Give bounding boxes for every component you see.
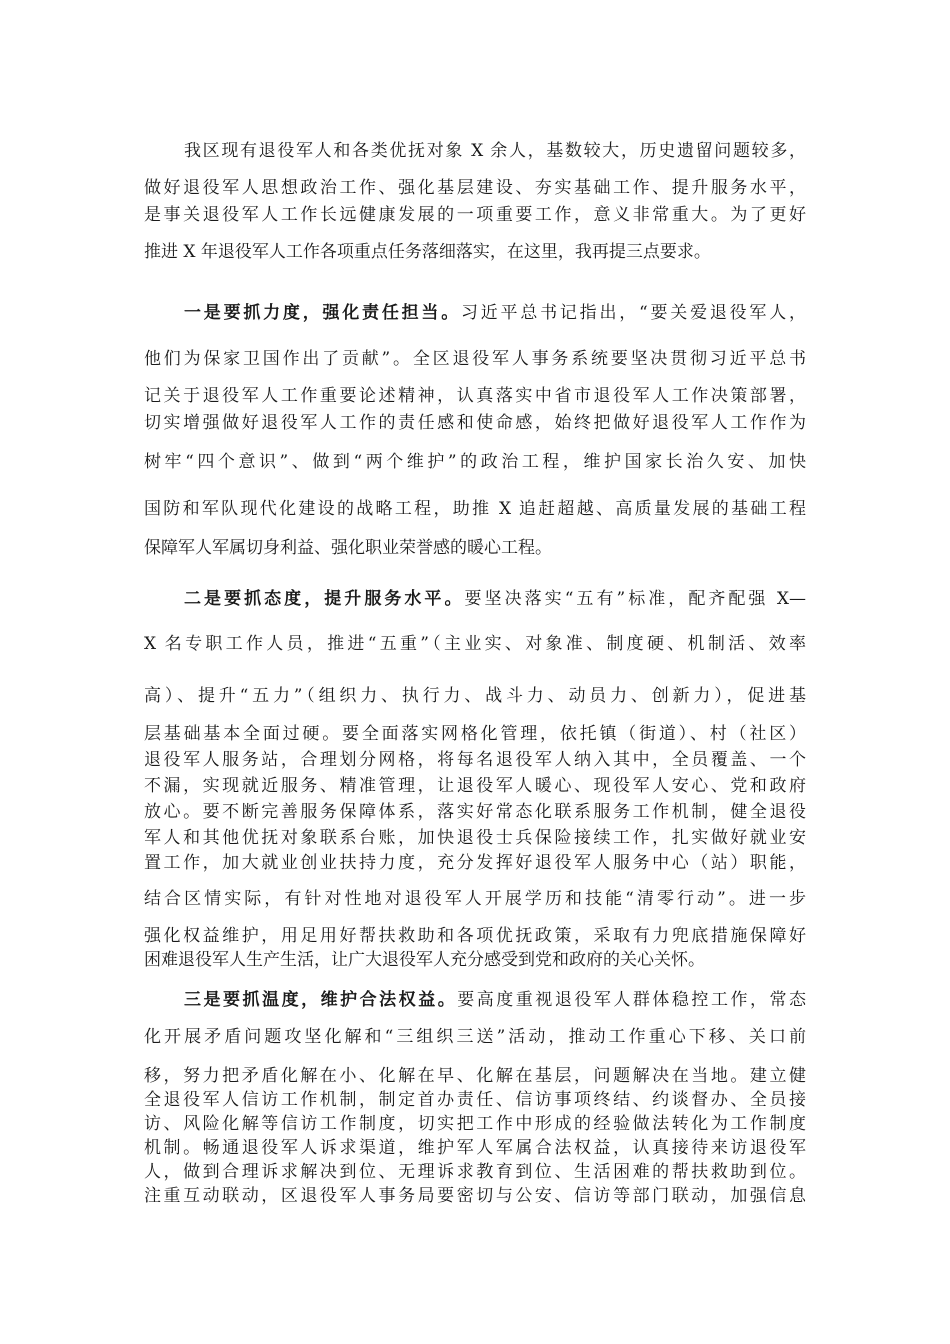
p1-heading: 一是要抓力度，强化责任担当。 xyxy=(184,303,461,323)
p2-line-4: 层基础基本全面过硬。要全面落实网格化管理，依托镇（街道）、村（社区） xyxy=(144,724,806,744)
p3-line-2: 化开展矛盾问题攻坚化解和“三组织三送”活动，推动工作重心下移、关口前 xyxy=(144,1027,806,1047)
intro-line-2: 做好退役军人思想政治工作、强化基层建设、夯实基础工作、提升服务水平， xyxy=(144,178,806,198)
p3-first-rest: 要高度重视退役军人群体稳控工作，常态 xyxy=(457,990,806,1010)
p1-line-4: 切实增强做好退役军人工作的责任感和使命感，始终把做好退役军人工作作为 xyxy=(144,413,806,433)
p2-line-5: 退役军人服务站，合理划分网格，将每名退役军人纳入其中，全员覆盖、一个 xyxy=(144,750,806,770)
p2-line-6: 不漏，实现就近服务、精准管理，让退役军人暖心、现役军人安心、党和政府 xyxy=(144,776,806,796)
p1-line-2: 他们为保家卫国作出了贡献”。全区退役军人事务系统要坚决贯彻习近平总书 xyxy=(144,349,806,369)
p1-line-5: 树牢“四个意识”、做到“两个维护”的政治工程，维护国家长治久安、加快 xyxy=(144,452,806,472)
p2-line-8: 军人和其他优抚对象联系台账，加快退役士兵保险接续工作，扎实做好就业安 xyxy=(144,828,806,848)
p3-line-5: 访、风险化解等信访工作制度，切实把工作中形成的经验做法转化为工作制度 xyxy=(144,1114,806,1134)
p3-line-3: 移，努力把矛盾化解在小、化解在早、化解在基层，问题解决在当地。建立健 xyxy=(144,1066,806,1086)
p3-first-line xyxy=(184,988,806,1012)
intro-line-1: 我区现有退役军人和各类优抚对象 X 余人，基数较大，历史遗留问题较多， xyxy=(184,141,806,161)
intro-line-4: 推进 X 年退役军人工作各项重点任务落细落实，在这里，我再提三点要求。 xyxy=(144,242,711,262)
p2-heading: 二是要抓态度，提升服务水平。 xyxy=(184,589,465,609)
p2-line-12: 困难退役军人生产生活，让广大退役军人充分感受到党和政府的关心关怀。 xyxy=(144,950,705,970)
p2-line-2: X 名专职工作人员，推进“五重”（主业实、对象准、制度硬、机制活、效率 xyxy=(144,634,806,654)
p2-first-rest: 要坚决落实“五有”标准，配齐配强 X— xyxy=(464,589,806,609)
p2-line-9: 置工作，加大就业创业扶持力度，充分发挥好退役军人服务中心（站）职能， xyxy=(144,853,806,873)
p1-line-7: 保障军人军属切身利益、强化职业荣誉感的暖心工程。 xyxy=(144,538,552,558)
p1-line-3: 记关于退役军人工作重要论述精神，认真落实中省市退役军人工作决策部署， xyxy=(144,386,806,406)
p2-first-line xyxy=(184,587,806,611)
intro-line-3: 是事关退役军人工作长远健康发展的一项重要工作，意义非常重大。为了更好 xyxy=(144,205,806,225)
p1-line-6: 国防和军队现代化建设的战略工程，助推 X 追赶超越、高质量发展的基础工程 xyxy=(144,499,806,519)
p2-line-10: 结合区情实际，有针对性地对退役军人开展学历和技能“清零行动”。进一步 xyxy=(144,889,806,909)
p3-line-8: 注重互动联动，区退役军人事务局要密切与公安、信访等部门联动，加强信息 xyxy=(144,1186,806,1206)
p2-line-3: 高）、提升“五力”（组织力、执行力、战斗力、动员力、创新力），促进基 xyxy=(144,686,806,706)
p1-first-rest: 习近平总书记指出，“要关爱退役军人， xyxy=(460,303,806,323)
p1-first-line xyxy=(184,301,806,325)
p3-heading: 三是要抓温度，维护合法权益。 xyxy=(184,990,458,1010)
p2-line-11: 强化权益维护，用足用好帮扶救助和各项优抚政策，采取有力兜底措施保障好 xyxy=(144,926,806,946)
p3-line-4: 全退役军人信访工作机制，制定首办责任、信访事项终结、约谈督办、全员接 xyxy=(144,1090,806,1110)
p2-line-7: 放心。要不断完善服务保障体系，落实好常态化联系服务工作机制，健全退役 xyxy=(144,802,806,822)
p3-line-6: 机制。畅通退役军人诉求渠道，维护军人军属合法权益，认真接待来访退役军 xyxy=(144,1138,806,1158)
p3-line-7: 人，做到合理诉求解决到位、无理诉求教育到位、生活困难的帮扶救助到位。 xyxy=(144,1162,806,1182)
